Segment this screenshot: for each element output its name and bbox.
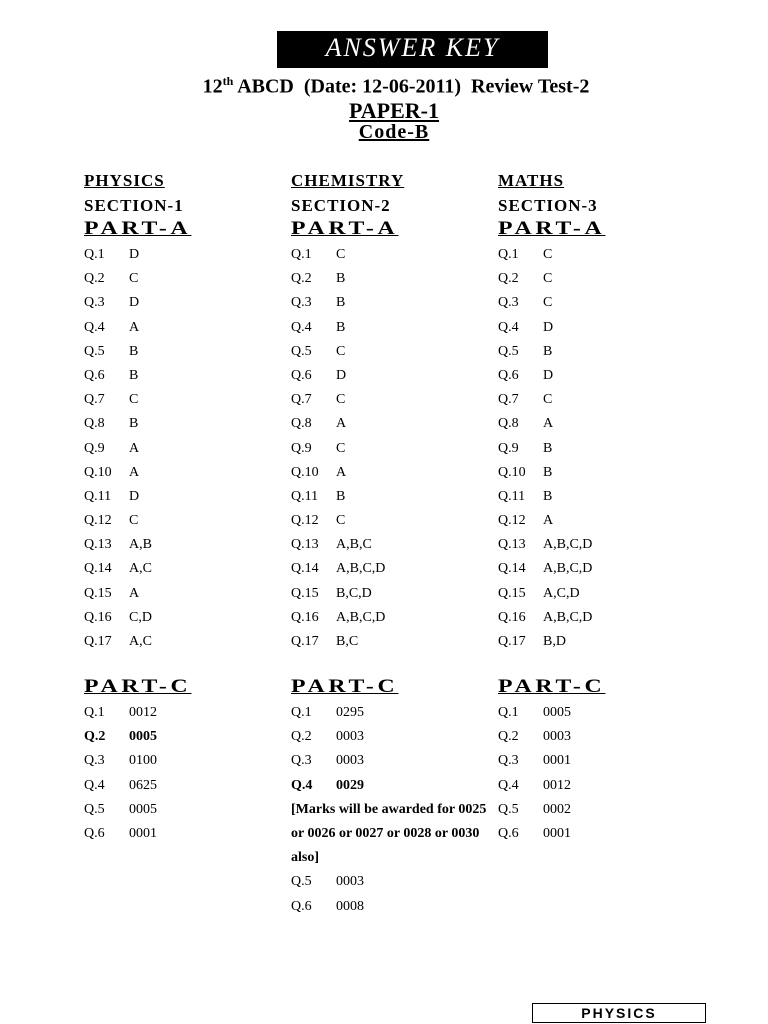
answer-row [498,461,698,485]
part-c-answers [84,701,304,846]
question-number: Q.17 [498,634,526,649]
answer-value: 0005 [129,729,157,745]
answer-value: A [129,464,140,480]
answer-row [291,437,491,461]
answer-row [84,630,284,654]
answer-row [498,364,698,388]
answer-row [498,798,718,822]
answer-row [291,485,491,509]
answer-value: C [336,392,346,408]
question-number: Q.1 [84,247,105,262]
answer-row [291,340,491,364]
question-number: Q.6 [498,825,519,841]
answer-value: A,B,C [336,537,372,553]
answer-value: A,B,C,D [543,537,593,553]
maths-column [498,171,698,654]
question-number: Q.12 [291,513,319,529]
question-number: Q.16 [291,609,319,625]
question-number: Q.2 [291,271,312,287]
question-number: Q.11 [291,488,319,504]
chemistry-part-c [291,676,511,919]
question-number: Q.11 [84,488,112,504]
answer-value: A,B,C,D [336,561,386,577]
part-c-heading: PART-C [498,676,606,697]
answer-row [84,267,284,291]
part-c-heading: PART-C [84,676,192,697]
answer-row [498,509,698,533]
answer-value: C [336,440,346,456]
subject-title: CHEMISTRY [291,171,405,190]
answer-value: D [543,367,554,383]
answer-value: D [129,488,140,504]
answer-row [84,749,304,773]
question-number: Q.9 [498,440,519,456]
answer-row [498,630,698,654]
answer-value: C [129,392,139,408]
answer-value: C [336,343,346,359]
question-number: Q.3 [84,753,105,769]
physics-part-c [84,676,304,846]
answer-row [498,316,698,340]
answer-value: B,D [543,634,566,649]
answer-value: C [543,271,553,287]
answer-value: A,B [129,537,152,553]
marking-note: [Marks will be awarded for 0025 or 0026 or 0027 or 0028 or 0030 also] [291,801,487,866]
answer-value: A [129,585,140,601]
answer-row [498,582,698,606]
answer-row [84,461,284,485]
answer-row [84,437,284,461]
question-number: Q.5 [84,343,105,359]
answer-value: A [129,440,140,456]
question-number: Q.14 [498,561,526,577]
answer-row [498,412,698,436]
answer-value: C [336,513,346,529]
question-number: Q.4 [498,319,519,335]
question-number: Q.3 [291,295,312,311]
question-number: Q.1 [498,705,519,720]
answer-row [84,701,304,725]
question-number: Q.13 [84,537,112,553]
answer-row [291,606,491,630]
answer-row [498,340,698,364]
answer-row [291,461,491,485]
answer-row [291,582,491,606]
question-number: Q.13 [498,537,526,553]
answer-row [291,749,511,773]
answer-value: D [543,319,554,335]
question-number: Q.1 [84,705,105,720]
answer-row [84,582,284,606]
question-number: Q.4 [498,777,519,793]
answer-row [84,243,284,267]
answer-value: D [129,247,140,262]
answer-row [84,725,304,749]
answer-value: 0012 [543,777,571,793]
answer-value: B [129,367,139,383]
answer-row [498,243,698,267]
code-label: Code-B [358,121,430,143]
answer-value: B [336,271,346,287]
answer-row [291,388,491,412]
answer-value: 0295 [336,705,364,720]
answer-row [84,533,284,557]
question-number: Q.1 [291,247,312,262]
answer-row [291,243,491,267]
answer-row [84,291,284,315]
answer-row [84,509,284,533]
question-number: Q.4 [291,777,313,793]
subject-footer-label: PHYSICS [532,1003,706,1023]
answer-row [498,774,718,798]
answer-row [291,725,511,749]
question-number: Q.1 [291,705,312,720]
question-number: Q.6 [291,367,312,383]
question-number: Q.5 [498,343,519,359]
question-number: Q.5 [291,343,312,359]
question-number: Q.10 [498,464,526,480]
paper-label: PAPER-1 [348,98,440,123]
class-superscript: th [222,74,234,88]
part-a-answers [498,243,698,654]
question-number: Q.14 [291,561,319,577]
answer-key-banner: ANSWER KEY [277,31,548,68]
question-number: Q.5 [291,874,312,890]
paper-code [0,121,768,144]
answer-row [498,557,698,581]
answer-value: B [543,488,553,504]
subject-title: MATHS [498,171,565,190]
question-number: Q.5 [498,801,519,817]
answer-row [291,701,511,725]
question-number: Q.10 [291,464,319,480]
answer-row [291,630,491,654]
question-number: Q.15 [84,585,112,601]
answer-row [498,749,718,773]
answer-value: 0003 [336,753,364,769]
question-number: Q.2 [84,729,106,745]
test-details: ABCD (Date: 12-06-2011) Review Test-2 [233,75,590,98]
part-a-heading: PART-A [498,218,606,239]
part-a-heading: PART-A [84,218,192,239]
question-number: Q.17 [84,634,112,649]
answer-value: B,C,D [336,585,372,601]
answer-row [291,895,511,919]
question-number: Q.6 [291,898,312,914]
question-number: Q.3 [498,753,519,769]
question-number: Q.4 [84,319,105,335]
question-number: Q.16 [84,609,112,625]
answer-value: D [129,295,140,311]
question-number: Q.2 [84,271,105,287]
question-number: Q.6 [84,367,105,383]
test-subtitle [0,74,768,99]
answer-value: 0003 [543,729,571,745]
answer-row [498,701,718,725]
answer-row [498,267,698,291]
answer-row [291,774,511,798]
question-number: Q.12 [498,513,526,529]
answer-row [84,316,284,340]
question-number: Q.8 [498,416,519,432]
answer-value: B [336,319,346,335]
answer-row [498,822,718,846]
answer-value: 0002 [543,801,571,817]
question-number: Q.7 [498,392,519,408]
question-number: Q.10 [84,464,112,480]
answer-row [291,291,491,315]
answer-value: 0001 [129,825,157,841]
question-number: Q.15 [291,585,319,601]
question-number: Q.9 [291,440,312,456]
answer-row [84,557,284,581]
answer-row [498,437,698,461]
subject-title: PHYSICS [84,171,165,190]
part-a-answers [291,243,491,654]
part-c-answers [291,701,511,919]
question-number: Q.4 [291,319,312,335]
answer-value: B [543,343,553,359]
question-number: Q.8 [84,416,105,432]
answer-value: A,B,C,D [336,609,386,625]
answer-value: C [129,271,139,287]
question-number: Q.14 [84,561,112,577]
class-number: 12 [202,75,223,98]
answer-value: C [543,247,553,262]
answer-row [84,774,304,798]
answer-row [84,388,284,412]
section-title: SECTION-1 [84,196,184,215]
question-number: Q.6 [498,367,519,383]
answer-value: 0001 [543,825,571,841]
answer-value: C [543,392,553,408]
answer-value: D [336,367,347,383]
answer-value: 0001 [543,753,571,769]
part-c-heading: PART-C [291,676,399,697]
question-number: Q.3 [84,295,105,311]
answer-value: B [129,343,139,359]
answer-row [84,606,284,630]
answer-value: 0100 [129,753,157,769]
question-number: Q.6 [84,825,105,841]
answer-row [291,557,491,581]
answer-value: B [543,464,553,480]
answer-value: A,C [129,561,152,577]
answer-row [291,870,511,894]
answer-row [291,316,491,340]
question-number: Q.5 [84,801,105,817]
question-number: Q.16 [498,609,526,625]
answer-value: C,D [129,609,152,625]
answer-row [498,606,698,630]
answer-value: C [543,295,553,311]
answer-value: 0003 [336,729,364,745]
question-number: Q.2 [498,729,519,745]
question-number: Q.3 [498,295,519,311]
answer-row [291,364,491,388]
answer-value: 0625 [129,777,157,793]
maths-part-c [498,676,718,846]
part-c-answers [498,701,718,846]
answer-value: 0003 [336,874,364,890]
question-number: Q.7 [291,392,312,408]
answer-value: 0005 [543,705,571,720]
question-number: Q.4 [84,777,105,793]
part-a-answers [84,243,284,654]
question-number: Q.2 [498,271,519,287]
question-number: Q.17 [291,634,319,649]
answer-row [291,509,491,533]
question-number: Q.9 [84,440,105,456]
answer-row [291,533,491,557]
answer-row [498,725,718,749]
answer-value: 0029 [336,777,364,793]
answer-row [84,485,284,509]
question-number: Q.2 [291,729,312,745]
answer-row [291,412,491,436]
answer-value: 0005 [129,801,157,817]
answer-value: A,B,C,D [543,561,593,577]
answer-value: A [543,416,554,432]
answer-value: A,B,C,D [543,609,593,625]
answer-row [84,364,284,388]
answer-row [84,412,284,436]
answer-row [498,291,698,315]
answer-row [84,798,304,822]
answer-value: 0008 [336,898,364,914]
answer-row [291,267,491,291]
physics-column [84,171,284,654]
answer-value: A [336,464,347,480]
section-title: SECTION-2 [291,196,391,215]
answer-value: A,C [129,634,152,649]
answer-value: A [336,416,347,432]
part-a-heading: PART-A [291,218,399,239]
answer-row [498,388,698,412]
answer-value: B [336,295,346,311]
question-number: Q.3 [291,753,312,769]
answer-row [84,340,284,364]
answer-value: B [336,488,346,504]
answer-value: C [336,247,346,262]
answer-value: A,C,D [543,585,580,601]
answer-row [498,533,698,557]
answer-row [498,485,698,509]
question-number: Q.8 [291,416,312,432]
answer-value: A [129,319,140,335]
chemistry-column [291,171,491,654]
answer-row [84,822,304,846]
section-title: SECTION-3 [498,196,598,215]
question-number: Q.1 [498,247,519,262]
answer-value: C [129,513,139,529]
question-number: Q.13 [291,537,319,553]
answer-value: 0012 [129,705,157,720]
answer-value: B,C [336,634,359,649]
question-number: Q.11 [498,488,526,504]
question-number: Q.12 [84,513,112,529]
question-number: Q.7 [84,392,105,408]
answer-value: B [129,416,139,432]
question-number: Q.15 [498,585,526,601]
answer-value: A [543,513,554,529]
answer-value: B [543,440,553,456]
